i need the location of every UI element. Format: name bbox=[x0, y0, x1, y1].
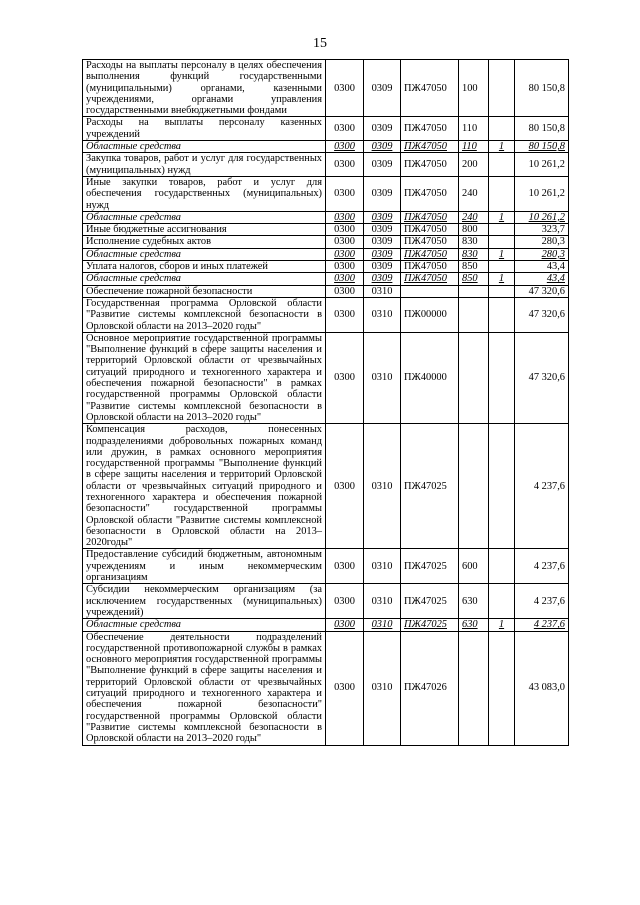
row-description: Областные средства bbox=[83, 211, 326, 223]
row-description: Закупка товаров, работ и услуг для государственных (муниципальных) нужд bbox=[83, 153, 326, 177]
row-funding-source: 1 bbox=[489, 141, 515, 153]
row-expense-type-code: 110 bbox=[459, 117, 489, 141]
row-funding-source bbox=[489, 584, 515, 619]
row-amount: 10 261,2 bbox=[515, 211, 569, 223]
row-subsection-code: 0309 bbox=[364, 60, 401, 117]
row-amount: 80 150,8 bbox=[515, 141, 569, 153]
row-expense-type-code bbox=[459, 332, 489, 423]
row-expense-type-code bbox=[459, 631, 489, 745]
row-section-code: 0300 bbox=[326, 273, 364, 285]
row-target-article-code: ПЖ47025 bbox=[401, 619, 459, 631]
table-row bbox=[83, 273, 569, 285]
table-row bbox=[83, 584, 569, 619]
row-expense-type-code: 200 bbox=[459, 153, 489, 177]
row-target-article-code: ПЖ00000 bbox=[401, 297, 459, 332]
table-row bbox=[83, 60, 569, 117]
row-target-article-code: ПЖ47050 bbox=[401, 117, 459, 141]
row-expense-type-code: 850 bbox=[459, 261, 489, 273]
row-funding-source bbox=[489, 224, 515, 236]
table-row bbox=[83, 117, 569, 141]
row-section-code: 0300 bbox=[326, 248, 364, 260]
row-section-code: 0300 bbox=[326, 424, 364, 549]
row-target-article-code: ПЖ47050 bbox=[401, 153, 459, 177]
budget-table bbox=[82, 59, 569, 746]
row-funding-source bbox=[489, 285, 515, 297]
row-amount: 10 261,2 bbox=[515, 153, 569, 177]
row-subsection-code: 0309 bbox=[364, 141, 401, 153]
table-row bbox=[83, 261, 569, 273]
row-funding-source bbox=[489, 236, 515, 248]
row-funding-source bbox=[489, 297, 515, 332]
row-description: Областные средства bbox=[83, 248, 326, 260]
row-section-code: 0300 bbox=[326, 141, 364, 153]
row-funding-source bbox=[489, 549, 515, 584]
row-amount: 43 083,0 bbox=[515, 631, 569, 745]
row-funding-source bbox=[489, 117, 515, 141]
row-funding-source bbox=[489, 261, 515, 273]
row-subsection-code: 0310 bbox=[364, 424, 401, 549]
row-expense-type-code: 100 bbox=[459, 60, 489, 117]
table-row bbox=[83, 176, 569, 211]
row-target-article-code: ПЖ47026 bbox=[401, 631, 459, 745]
row-amount: 47 320,6 bbox=[515, 297, 569, 332]
row-section-code: 0300 bbox=[326, 619, 364, 631]
row-amount: 4 237,6 bbox=[515, 584, 569, 619]
row-subsection-code: 0309 bbox=[364, 261, 401, 273]
row-amount: 80 150,8 bbox=[515, 60, 569, 117]
row-funding-source: 1 bbox=[489, 211, 515, 223]
row-target-article-code: ПЖ47050 bbox=[401, 176, 459, 211]
row-amount: 43,4 bbox=[515, 261, 569, 273]
row-subsection-code: 0310 bbox=[364, 584, 401, 619]
row-description: Компенсация расходов, понесенных подразделениями добровольных пожарных команд или дружин, в рамках основного мероприятия государственной программы "Выполнение функций в сфере защиты населения и территорий Орловской области от чрезвычайных ситуаций природного и техногенного характера и обеспечения пожарной безопасности" государственной программы Орловской области "Развитие системы комплексной безопасности в Орловской области на 2013–2020годы" bbox=[83, 424, 326, 549]
row-target-article-code: ПЖ47025 bbox=[401, 424, 459, 549]
row-section-code: 0300 bbox=[326, 549, 364, 584]
row-description: Уплата налогов, сборов и иных платежей bbox=[83, 261, 326, 273]
row-amount: 47 320,6 bbox=[515, 332, 569, 423]
row-expense-type-code: 240 bbox=[459, 211, 489, 223]
row-expense-type-code bbox=[459, 297, 489, 332]
row-target-article-code: ПЖ47050 bbox=[401, 211, 459, 223]
row-funding-source: 1 bbox=[489, 619, 515, 631]
row-subsection-code: 0309 bbox=[364, 153, 401, 177]
row-expense-type-code: 630 bbox=[459, 619, 489, 631]
table-row bbox=[83, 285, 569, 297]
row-target-article-code: ПЖ47025 bbox=[401, 584, 459, 619]
row-section-code: 0300 bbox=[326, 332, 364, 423]
row-amount: 80 150,8 bbox=[515, 117, 569, 141]
row-expense-type-code: 830 bbox=[459, 236, 489, 248]
row-funding-source bbox=[489, 332, 515, 423]
row-description: Областные средства bbox=[83, 141, 326, 153]
row-amount: 280,3 bbox=[515, 236, 569, 248]
row-expense-type-code: 830 bbox=[459, 248, 489, 260]
row-amount: 10 261,2 bbox=[515, 176, 569, 211]
row-subsection-code: 0310 bbox=[364, 631, 401, 745]
row-funding-source bbox=[489, 176, 515, 211]
row-target-article-code: ПЖ47050 bbox=[401, 273, 459, 285]
table-body bbox=[83, 60, 569, 746]
row-target-article-code: ПЖ47025 bbox=[401, 549, 459, 584]
row-section-code: 0300 bbox=[326, 297, 364, 332]
table-row bbox=[83, 153, 569, 177]
row-funding-source bbox=[489, 153, 515, 177]
row-description: Расходы на выплаты персоналу казенных учреждений bbox=[83, 117, 326, 141]
row-description: Обеспечение деятельности подразделений государственной противопожарной службы в рамках основного мероприятия государственной программы "Выполнение функций в сфере защиты населения и территорий Орловской области от чрезвычайных ситуаций природного и техногенного характера и обеспечения пожарной безопасности" государственной программы Орловской области "Развитие системы комплексной безопасности в Орловской области на 2013–2020 годы" bbox=[83, 631, 326, 745]
row-description: Предоставление субсидий бюджетным, автономным учреждениям и иным некоммерческим организациям bbox=[83, 549, 326, 584]
row-section-code: 0300 bbox=[326, 60, 364, 117]
row-funding-source: 1 bbox=[489, 248, 515, 260]
row-subsection-code: 0309 bbox=[364, 176, 401, 211]
row-funding-source bbox=[489, 60, 515, 117]
row-description: Расходы на выплаты персоналу в целях обеспечения выполнения функций государственными (муниципальными) органами, казенными учреждениями, органами управления государственными внебюджетными фондами bbox=[83, 60, 326, 117]
row-section-code: 0300 bbox=[326, 117, 364, 141]
row-amount: 4 237,6 bbox=[515, 424, 569, 549]
row-description: Основное мероприятие государственной программы "Выполнение функций в сфере защиты населения и территорий Орловской области от чрезвычайных ситуаций природного и техногенного характера и обеспечения пожарной безопасности" в рамках государственной программы Орловской области "Развитие системы комплексной безопасности в Орловской области на 2013–2020 годы" bbox=[83, 332, 326, 423]
row-subsection-code: 0309 bbox=[364, 117, 401, 141]
table-row bbox=[83, 211, 569, 223]
row-section-code: 0300 bbox=[326, 261, 364, 273]
row-amount: 4 237,6 bbox=[515, 619, 569, 631]
table-row bbox=[83, 248, 569, 260]
row-description: Субсидии некоммерческим организациям (за исключением государственных (муниципальных) учреждений) bbox=[83, 584, 326, 619]
table-row bbox=[83, 619, 569, 631]
row-funding-source: 1 bbox=[489, 273, 515, 285]
row-expense-type-code: 800 bbox=[459, 224, 489, 236]
row-description: Областные средства bbox=[83, 273, 326, 285]
row-section-code: 0300 bbox=[326, 211, 364, 223]
row-description: Областные средства bbox=[83, 619, 326, 631]
row-subsection-code: 0310 bbox=[364, 297, 401, 332]
row-target-article-code: ПЖ47050 bbox=[401, 224, 459, 236]
row-expense-type-code bbox=[459, 285, 489, 297]
row-expense-type-code: 240 bbox=[459, 176, 489, 211]
row-funding-source bbox=[489, 424, 515, 549]
row-expense-type-code: 630 bbox=[459, 584, 489, 619]
row-amount: 43,4 bbox=[515, 273, 569, 285]
table-row bbox=[83, 236, 569, 248]
row-description: Иные закупки товаров, работ и услуг для обеспечения государственных (муниципальных) нужд bbox=[83, 176, 326, 211]
row-subsection-code: 0309 bbox=[364, 211, 401, 223]
row-description: Государственная программа Орловской области "Развитие системы комплексной безопасности в Орловской области на 2013–2020 годы" bbox=[83, 297, 326, 332]
row-target-article-code: ПЖ47050 bbox=[401, 248, 459, 260]
row-subsection-code: 0310 bbox=[364, 619, 401, 631]
row-subsection-code: 0310 bbox=[364, 285, 401, 297]
row-description: Исполнение судебных актов bbox=[83, 236, 326, 248]
row-target-article-code: ПЖ47050 bbox=[401, 261, 459, 273]
row-section-code: 0300 bbox=[326, 153, 364, 177]
row-subsection-code: 0309 bbox=[364, 236, 401, 248]
page-number: 15 bbox=[313, 36, 327, 51]
row-amount: 280,3 bbox=[515, 248, 569, 260]
row-description: Обеспечение пожарной безопасности bbox=[83, 285, 326, 297]
table-row bbox=[83, 224, 569, 236]
row-expense-type-code: 850 bbox=[459, 273, 489, 285]
row-expense-type-code: 110 bbox=[459, 141, 489, 153]
row-description: Иные бюджетные ассигнования bbox=[83, 224, 326, 236]
table-row bbox=[83, 631, 569, 745]
row-section-code: 0300 bbox=[326, 224, 364, 236]
row-target-article-code bbox=[401, 285, 459, 297]
row-subsection-code: 0310 bbox=[364, 549, 401, 584]
table-row bbox=[83, 297, 569, 332]
table-row bbox=[83, 332, 569, 423]
row-funding-source bbox=[489, 631, 515, 745]
row-expense-type-code: 600 bbox=[459, 549, 489, 584]
table-row bbox=[83, 424, 569, 549]
row-section-code: 0300 bbox=[326, 631, 364, 745]
row-subsection-code: 0310 bbox=[364, 332, 401, 423]
row-target-article-code: ПЖ47050 bbox=[401, 236, 459, 248]
row-amount: 47 320,6 bbox=[515, 285, 569, 297]
row-amount: 4 237,6 bbox=[515, 549, 569, 584]
row-target-article-code: ПЖ47050 bbox=[401, 60, 459, 117]
row-section-code: 0300 bbox=[326, 285, 364, 297]
row-expense-type-code bbox=[459, 424, 489, 549]
row-subsection-code: 0309 bbox=[364, 224, 401, 236]
table-row bbox=[83, 549, 569, 584]
row-section-code: 0300 bbox=[326, 176, 364, 211]
row-subsection-code: 0309 bbox=[364, 273, 401, 285]
row-subsection-code: 0309 bbox=[364, 248, 401, 260]
row-amount: 323,7 bbox=[515, 224, 569, 236]
row-section-code: 0300 bbox=[326, 584, 364, 619]
table-row bbox=[83, 141, 569, 153]
row-target-article-code: ПЖ40000 bbox=[401, 332, 459, 423]
row-target-article-code: ПЖ47050 bbox=[401, 141, 459, 153]
row-section-code: 0300 bbox=[326, 236, 364, 248]
